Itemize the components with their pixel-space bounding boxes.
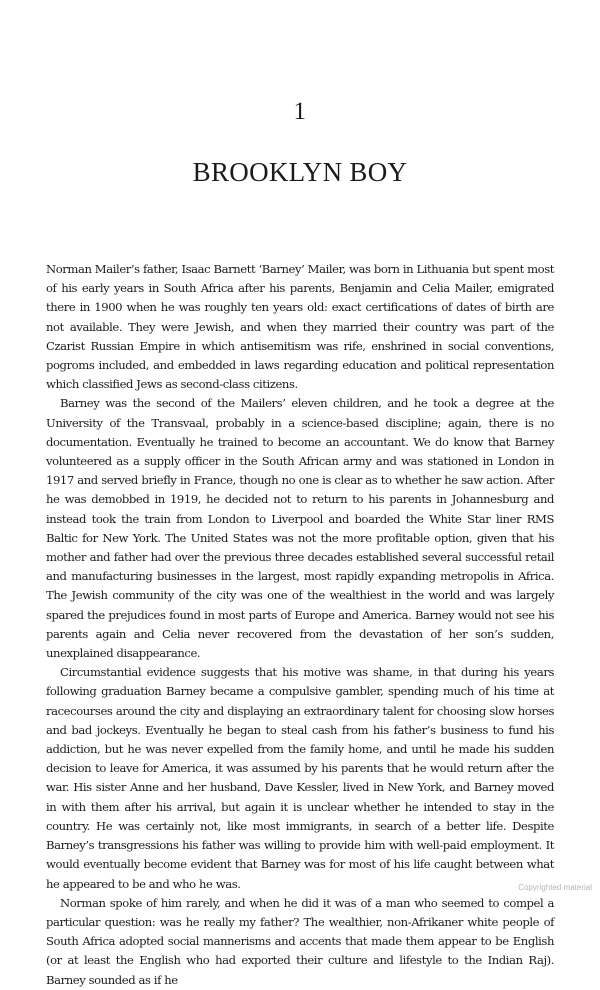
paragraph: Norman spoke of him rarely, and when he did it was of a man who seemed to compel a particular question: was he really my father? The wealthier, non-Afrikaner white people of South Africa adopted social mannerisms and accents that made them appear to be English (or at least the English who had exported their culture and lifestyle to the Indian Raj). Barney sounded as if he [46, 895, 554, 987]
paragraph: Barney was the second of the Mailers’ eleven children, and he took a degree at the University of the Transvaal, probably in a science-based discipline; again, there is no documentation. Eventually he trained to become an accountant. We do know that Barney volunteered as a supply officer in the South African army and was stationed in London in 1917 and served briefly in France, though no one is clear as to whether he saw action. After he was demobbed in 1919, he decided not to return to his parents in Johannesburg and instead took the train from London to Liverpool and boarded the White Star liner RMS Baltic for New York. The United States was not the more profitable option, given that his mother and father had over the previous three decades established several successful retail and manufacturing businesses in the largest, most rapidly expanding metropolis in Africa. The Jewish community of the city was one of the wealthiest in the world and was largely spared the prejudices found in most parts of Europe and America. Barney would not see his parents again and Celia never recovered from the devastation of her son’s sudden, unexplained disappearance. [46, 396, 554, 661]
chapter-number: 1 [293, 98, 307, 125]
paragraph: Circumstantial evidence suggests that his motive was shame, in that during his years following graduation Barney became a compulsive gambler, spending much of his time at racecourses around the city and displaying an extraordinary talent for choosing slow horses and bad jockeys. Eventually he began to steal cash from his father’s business to fund his addiction, but he was never expelled from the family home, and until he made his sudden decision to leave for America, it was assumed by his parents that he would return after the war. His sister Anne and her husband, Dave Kessler, lived in New York, and Barney moved in with them after his arrival, but again it is unclear whether he intended to stay in the country. He was certainly not, like most immigrants, in search of a better life. Despite Barney’s transgressions his father was willing to provide him with well-paid employment. It would eventually become evident that Barney was for most of his life caught between what he appeared to be and who he was. [46, 665, 554, 891]
paragraph: Norman Mailer’s father, Isaac Barnett ‘Barney’ Mailer, was born in Lithuania but spent most of his early years in South Africa after his parents, Benjamin and Celia Mailer, emigrated there in 1900 when he was roughly ten years old: exact certifications of dates of birth are not available. They were Jewish, and when they married their country was part of the Czarist Russian Empire in which antisemitism was rife, enshrined in social conventions, pogroms included, and embedded in laws regarding education and political representation which classified Jews as second-class citizens. [46, 262, 554, 392]
chapter-title: BROOKLYN BOY [192, 157, 408, 187]
copyright-watermark: Copyrighted material [518, 883, 592, 892]
chapter-body [46, 260, 554, 990]
